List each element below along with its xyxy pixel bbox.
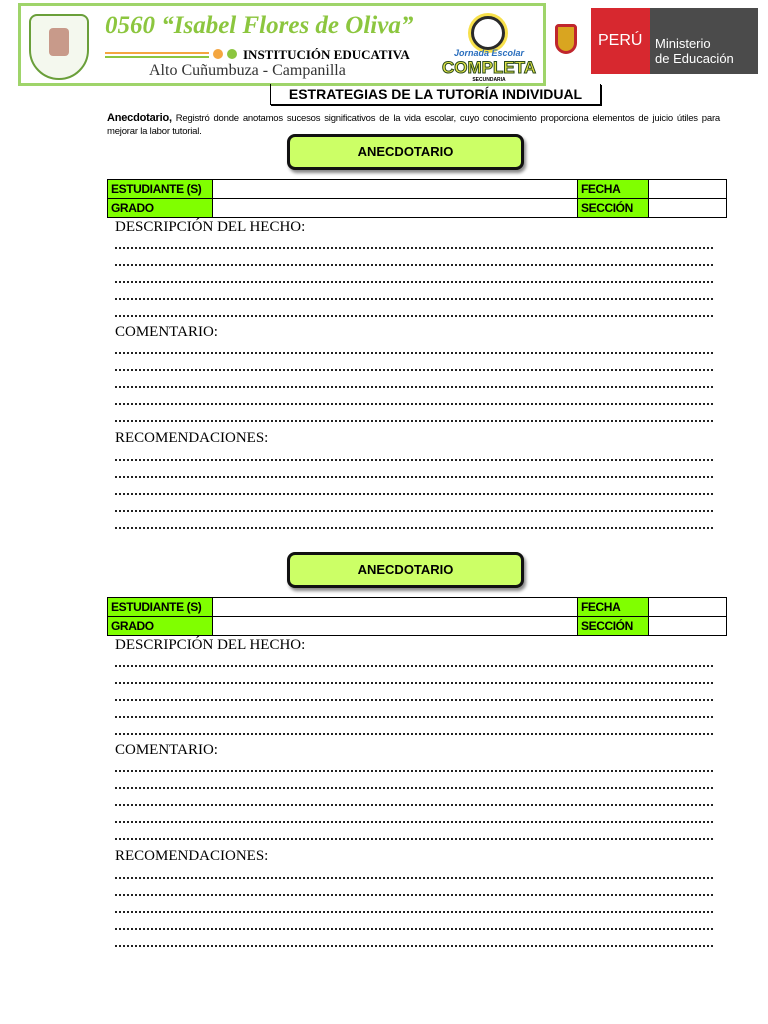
date-input[interactable] xyxy=(649,598,727,617)
writing-line[interactable] xyxy=(115,821,713,823)
writing-line[interactable] xyxy=(115,699,713,701)
jec-line1: Jornada Escolar xyxy=(453,48,525,58)
anecdotario-header-button: ANECDOTARIO xyxy=(287,552,524,588)
anecdotario-header-button: ANECDOTARIO xyxy=(287,134,524,170)
writing-line[interactable] xyxy=(115,264,713,266)
page-title: ESTRATEGIAS DE LA TUTORÍA INDIVIDUAL xyxy=(270,84,601,105)
writing-line[interactable] xyxy=(115,315,713,317)
school-name: 0560 “Isabel Flores de Oliva” xyxy=(105,12,414,39)
institution-label: INSTITUCIÓN EDUCATIVA xyxy=(243,47,410,62)
writing-line[interactable] xyxy=(115,476,713,478)
writing-line[interactable] xyxy=(115,281,713,283)
comment-heading: COMENTARIO: xyxy=(115,324,218,340)
writing-line[interactable] xyxy=(115,928,713,930)
green-dot-icon xyxy=(227,49,237,59)
header-banner xyxy=(18,3,546,86)
date-input[interactable] xyxy=(649,180,727,199)
recommendations-heading: RECOMENDACIONES: xyxy=(115,430,269,446)
comment-heading: COMENTARIO: xyxy=(115,742,218,758)
writing-line[interactable] xyxy=(115,665,713,667)
date-label: FECHA xyxy=(578,598,649,617)
section-input[interactable] xyxy=(649,617,727,636)
writing-line[interactable] xyxy=(115,298,713,300)
writing-line[interactable] xyxy=(115,770,713,772)
writing-line[interactable] xyxy=(115,369,713,371)
jec-line2: COMPLETA xyxy=(441,58,537,77)
student-info-table xyxy=(107,597,727,636)
writing-line[interactable] xyxy=(115,459,713,461)
writing-line[interactable] xyxy=(115,911,713,913)
orange-dot-icon xyxy=(213,49,223,59)
peru-logo: PERÚ xyxy=(591,8,650,74)
writing-line[interactable] xyxy=(115,787,713,789)
student-input[interactable] xyxy=(213,180,578,199)
clock-icon xyxy=(471,16,505,50)
grade-label: GRADO xyxy=(108,617,213,636)
section-label: SECCIÓN xyxy=(578,199,649,218)
date-label: FECHA xyxy=(578,180,649,199)
intro-term: Anecdotario, xyxy=(107,112,172,124)
decorative-bars xyxy=(105,52,209,58)
grade-input[interactable] xyxy=(213,199,578,218)
description-heading: DESCRIPCIÓN DEL HECHO: xyxy=(115,219,306,235)
section-label: SECCIÓN xyxy=(578,617,649,636)
writing-line[interactable] xyxy=(115,352,713,354)
ministry-line2: de Educación xyxy=(655,51,734,66)
writing-line[interactable] xyxy=(115,247,713,249)
student-label: ESTUDIANTE (S) xyxy=(108,180,213,199)
writing-line[interactable] xyxy=(115,894,713,896)
student-input[interactable] xyxy=(213,598,578,617)
writing-line[interactable] xyxy=(115,716,713,718)
writing-line[interactable] xyxy=(115,493,713,495)
writing-line[interactable] xyxy=(115,403,713,405)
writing-line[interactable] xyxy=(115,386,713,388)
writing-line[interactable] xyxy=(115,510,713,512)
school-shield-icon xyxy=(29,14,89,80)
writing-line[interactable] xyxy=(115,733,713,735)
writing-line[interactable] xyxy=(115,682,713,684)
writing-line[interactable] xyxy=(115,804,713,806)
writing-line[interactable] xyxy=(115,877,713,879)
ministry-logo xyxy=(650,8,758,74)
jec-logo xyxy=(439,14,539,84)
ministry-line1: Ministerio xyxy=(655,36,711,51)
description-heading: DESCRIPCIÓN DEL HECHO: xyxy=(115,637,306,653)
student-info-table xyxy=(107,179,727,218)
writing-line[interactable] xyxy=(115,838,713,840)
recommendations-heading: RECOMENDACIONES: xyxy=(115,848,269,864)
grade-input[interactable] xyxy=(213,617,578,636)
writing-line[interactable] xyxy=(115,527,713,529)
grade-label: GRADO xyxy=(108,199,213,218)
student-label: ESTUDIANTE (S) xyxy=(108,598,213,617)
peru-crest-icon xyxy=(547,10,585,72)
school-location: Alto Cuñumbuza - Campanilla xyxy=(149,62,346,79)
writing-line[interactable] xyxy=(115,945,713,947)
intro-text: Registró donde anotamos sucesos significativos de la vida escolar, cuyo conocimiento proporciona elementos de juicio útiles para mejorar la labor tutorial. xyxy=(107,113,720,137)
writing-line[interactable] xyxy=(115,420,713,422)
section-input[interactable] xyxy=(649,199,727,218)
jec-line3: SECUNDARIA xyxy=(472,77,506,83)
